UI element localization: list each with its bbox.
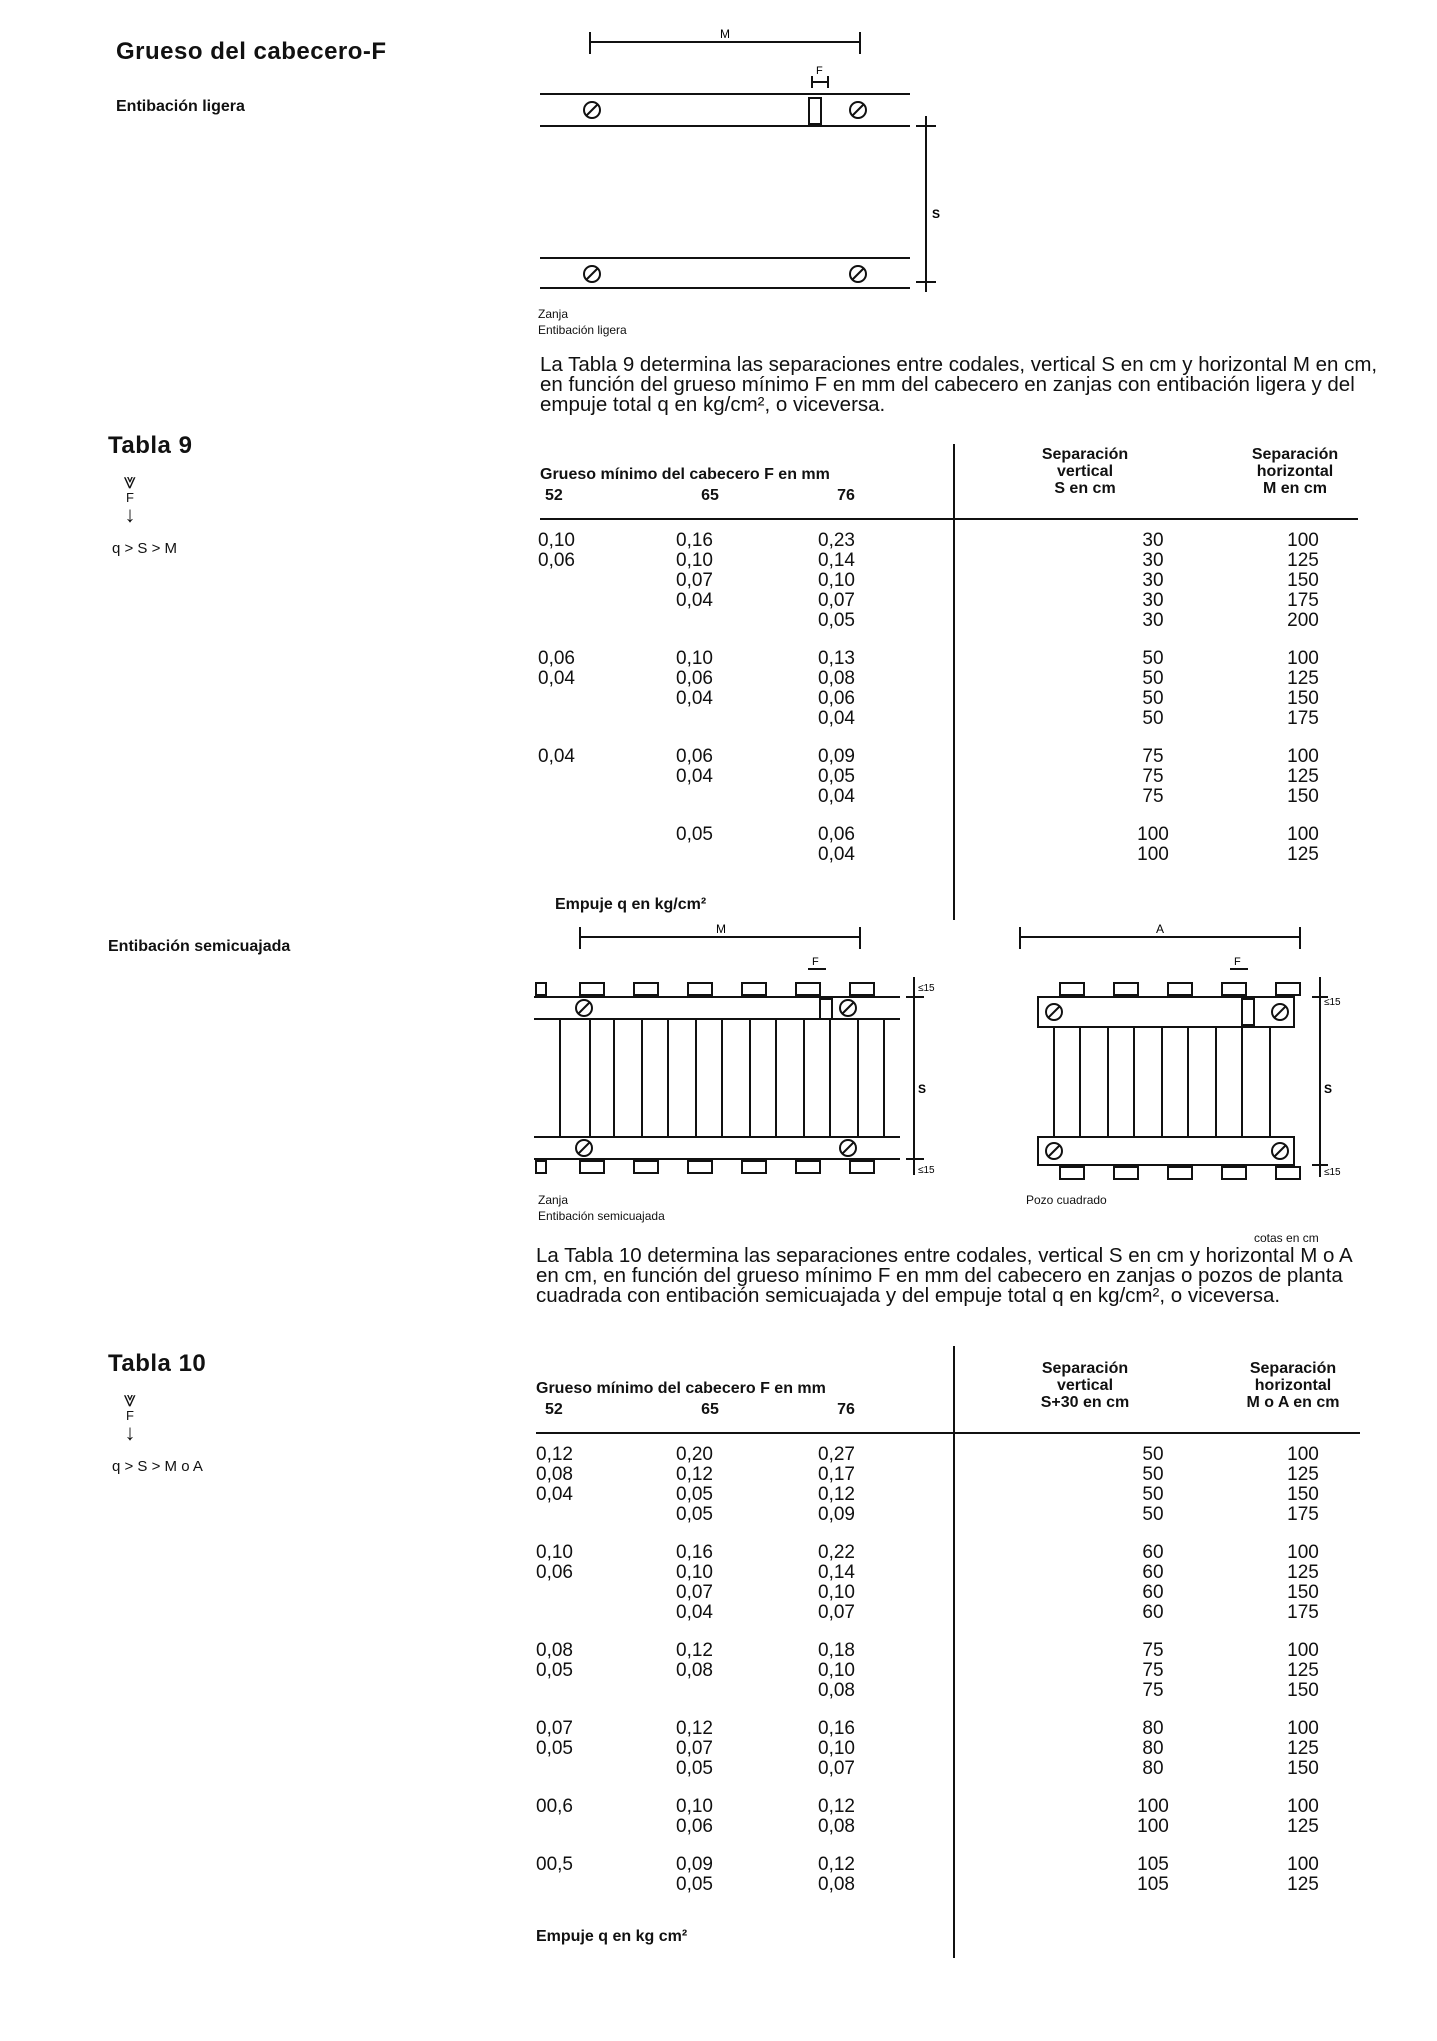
table-cell: 30 <box>1142 550 1164 571</box>
table-cell: 30 <box>1142 530 1164 551</box>
table-cell: 0,12 <box>818 1854 855 1875</box>
table-cell <box>536 1875 676 1895</box>
table-cell: 0,04 <box>538 746 575 767</box>
table-cell: 30 <box>1142 570 1164 591</box>
table-cell <box>676 611 818 631</box>
table-cell: 100 <box>1137 1796 1169 1817</box>
table-cell: 125 <box>1287 550 1319 571</box>
table9-header-sep-h: Separación horizontal M en cm <box>1251 446 1339 497</box>
table9-header-grueso: Grueso mínimo del cabecero F en mm <box>540 466 830 483</box>
table-row-spacer <box>536 1623 1378 1641</box>
table-cell: 75 <box>1142 786 1164 807</box>
table-cell: 0,04 <box>676 688 713 709</box>
table-cell: 0,07 <box>818 590 855 611</box>
table-cell: 150 <box>1287 1484 1319 1505</box>
table-cell: 150 <box>1287 1680 1319 1701</box>
table10-flow-f: ⩔ F ↓ <box>112 1388 148 1444</box>
figure-entibacion-ligera <box>530 20 960 320</box>
table-cell: 0,12 <box>676 1718 713 1739</box>
table-cell: 50 <box>1142 648 1164 669</box>
table-cell: 150 <box>1287 786 1319 807</box>
table-cell: 75 <box>1142 746 1164 767</box>
table-row <box>538 571 1378 591</box>
page-title: Grueso del cabecero-F <box>116 38 387 65</box>
table10-label: Tabla 10 <box>108 1350 207 1377</box>
table-cell: 125 <box>1287 668 1319 689</box>
table-row <box>538 747 1378 767</box>
table9-header-sep-v: Separación vertical S en cm <box>1041 446 1129 497</box>
fig2-dim-15-c: ≤15 <box>1324 997 1341 1008</box>
table-row <box>536 1739 1378 1759</box>
table10 <box>536 1445 1378 1895</box>
table-cell: 0,07 <box>818 1602 855 1623</box>
table-cell: 0,08 <box>818 1680 855 1701</box>
table-cell: 0,05 <box>536 1738 573 1759</box>
table10-col-52: 52 <box>545 1401 563 1418</box>
table-cell: 0,12 <box>676 1640 713 1661</box>
table9-footer: Empuje q en kg/cm² <box>555 896 707 913</box>
table-cell: 0,10 <box>676 1562 713 1583</box>
table-cell: 0,04 <box>818 786 855 807</box>
table-cell: 60 <box>1142 1602 1164 1623</box>
fig2-dim-s-zanja: S <box>918 1082 927 1096</box>
table-cell: 0,04 <box>536 1484 573 1505</box>
table10-header-sep-v: Separación vertical S+30 en cm <box>1040 1360 1130 1411</box>
table-cell: 0,04 <box>818 844 855 865</box>
table-cell: 00,6 <box>536 1796 573 1817</box>
table-cell <box>538 689 676 709</box>
table-cell: 0,04 <box>676 766 713 787</box>
table-cell: 0,12 <box>536 1444 573 1465</box>
table-cell: 0,06 <box>818 688 855 709</box>
down-arrow-icon: ↓ <box>124 502 136 527</box>
table-cell: 0,10 <box>818 1582 855 1603</box>
table-row <box>536 1875 1378 1895</box>
table-cell: 75 <box>1142 1680 1164 1701</box>
table-cell: 60 <box>1142 1542 1164 1563</box>
table-cell: 0,10 <box>818 1738 855 1759</box>
table-cell: 0,09 <box>676 1854 713 1875</box>
table-row <box>536 1797 1378 1817</box>
table-row-spacer <box>536 1701 1378 1719</box>
table-cell: 0,12 <box>818 1796 855 1817</box>
table-cell: 125 <box>1287 1660 1319 1681</box>
table-cell: 100 <box>1287 1640 1319 1661</box>
table-row <box>536 1759 1378 1779</box>
fig2-dim-f-pozo: F <box>1234 956 1241 968</box>
table-cell: 175 <box>1287 1504 1319 1525</box>
table-cell: 0,05 <box>676 1484 713 1505</box>
table-cell: 100 <box>1287 1718 1319 1739</box>
table-cell: 0,05 <box>676 1504 713 1525</box>
table-cell: 125 <box>1287 844 1319 865</box>
table-cell: 00,5 <box>536 1854 573 1875</box>
table-cell: 0,22 <box>818 1542 855 1563</box>
table-cell: 30 <box>1142 610 1164 631</box>
fig1-dim-f: F <box>816 65 823 77</box>
table-cell: 80 <box>1142 1718 1164 1739</box>
table-cell: 0,08 <box>536 1640 573 1661</box>
table-row <box>536 1681 1378 1701</box>
fig2-caption-cotas: cotas en cm <box>1254 1231 1319 1245</box>
table-cell <box>538 845 676 865</box>
table-cell: 125 <box>1287 766 1319 787</box>
table-cell <box>538 825 676 845</box>
table-cell: 100 <box>1137 1816 1169 1837</box>
table-cell: 0,05 <box>818 610 855 631</box>
fig2-dim-15-a: ≤15 <box>918 983 935 994</box>
table-row-spacer <box>538 807 1378 825</box>
table-cell: 0,12 <box>676 1464 713 1485</box>
table-cell <box>536 1681 676 1701</box>
table10-col-76: 76 <box>837 1401 855 1418</box>
table-cell: 0,06 <box>818 824 855 845</box>
table10-header-grueso: Grueso mínimo del cabecero F en mm <box>536 1380 826 1397</box>
table-row <box>538 767 1378 787</box>
table-row <box>538 591 1378 611</box>
table-row <box>538 689 1378 709</box>
table-cell: 75 <box>1142 1640 1164 1661</box>
table-cell <box>538 571 676 591</box>
table-cell: 0,08 <box>818 1816 855 1837</box>
table-cell: 0,07 <box>676 1738 713 1759</box>
table-cell: 150 <box>1287 570 1319 591</box>
table-row <box>536 1465 1378 1485</box>
table-cell: 0,09 <box>818 1504 855 1525</box>
table-row <box>536 1603 1378 1623</box>
table-cell <box>676 1681 818 1701</box>
table-cell <box>536 1505 676 1525</box>
table-cell: 0,14 <box>818 550 855 571</box>
figure-entibacion-semicuajada <box>530 915 1350 1185</box>
table-cell: 50 <box>1142 668 1164 689</box>
table-cell: 0,10 <box>676 550 713 571</box>
table-cell: 0,06 <box>538 648 575 669</box>
table-cell: 75 <box>1142 1660 1164 1681</box>
table-cell: 0,06 <box>536 1562 573 1583</box>
table-row <box>536 1445 1378 1465</box>
table-row <box>538 825 1378 845</box>
table-row-spacer <box>538 729 1378 747</box>
table9-label: Tabla 9 <box>108 432 193 459</box>
table9-col-65: 65 <box>701 487 719 504</box>
fig1-dim-m: M <box>720 27 730 41</box>
table10-footer: Empuje q en kg cm² <box>536 1928 688 1945</box>
table-cell: 100 <box>1287 648 1319 669</box>
table-row <box>538 669 1378 689</box>
fig1-caption: Zanja Entibación ligera <box>538 307 627 337</box>
table-cell: 100 <box>1287 1542 1319 1563</box>
fig2-caption-pozo: Pozo cuadrado <box>1026 1193 1107 1207</box>
table-row <box>538 531 1378 551</box>
table-cell: 175 <box>1287 590 1319 611</box>
table-row <box>536 1583 1378 1603</box>
table-cell: 0,18 <box>818 1640 855 1661</box>
paragraph-tabla9: La Tabla 9 determina las separaciones entre codales, vertical S en cm y horizontal M en cm, en función del grueso mínimo F en mm del cabecero en zanjas con entibación ligera y del empuje total q en kg/cm², o viceversa. <box>540 353 1378 416</box>
table-row-spacer <box>536 1779 1378 1797</box>
table-cell <box>676 787 818 807</box>
table-cell: 0,04 <box>538 668 575 689</box>
table-cell: 0,06 <box>676 1816 713 1837</box>
table9 <box>538 531 1378 865</box>
table-row <box>536 1563 1378 1583</box>
table-cell: 0,14 <box>818 1562 855 1583</box>
down-arrow-icon: ⩔ <box>123 1386 137 1411</box>
table-cell: 0,10 <box>818 570 855 591</box>
table-cell: 0,07 <box>676 570 713 591</box>
table-cell <box>676 709 818 729</box>
table-cell: 175 <box>1287 708 1319 729</box>
table-row <box>538 709 1378 729</box>
table-cell: 0,08 <box>676 1660 713 1681</box>
table-cell: 30 <box>1142 590 1164 611</box>
table-row <box>536 1719 1378 1739</box>
table-cell: 0,10 <box>818 1660 855 1681</box>
table-cell: 150 <box>1287 1758 1319 1779</box>
table9-flow-line: q > S > M <box>112 540 178 557</box>
table-row <box>536 1817 1378 1837</box>
table-cell: 0,06 <box>538 550 575 571</box>
table-row <box>538 551 1378 571</box>
fig2-dim-15-d: ≤15 <box>1324 1167 1341 1178</box>
table-cell: 150 <box>1287 688 1319 709</box>
fig2-dim-f-zanja: F <box>812 956 819 968</box>
table-cell: 80 <box>1142 1738 1164 1759</box>
table-cell <box>538 709 676 729</box>
table-row <box>538 611 1378 631</box>
table-cell: 0,05 <box>676 824 713 845</box>
table-cell: 60 <box>1142 1582 1164 1603</box>
table-cell: 0,16 <box>818 1718 855 1739</box>
table-cell <box>538 611 676 631</box>
table-cell: 50 <box>1142 1504 1164 1525</box>
table-cell: 60 <box>1142 1562 1164 1583</box>
table-cell: 0,10 <box>536 1542 573 1563</box>
table-cell: 125 <box>1287 1816 1319 1837</box>
table-cell: 0,04 <box>676 1602 713 1623</box>
table-cell: 0,16 <box>676 1542 713 1563</box>
table-cell: 100 <box>1137 824 1169 845</box>
table-cell: 0,05 <box>818 766 855 787</box>
table-cell: 100 <box>1287 530 1319 551</box>
section-entibacion-ligera: Entibación ligera <box>116 98 245 115</box>
table-cell: 100 <box>1287 1854 1319 1875</box>
table-row <box>536 1505 1378 1525</box>
table-cell <box>536 1583 676 1603</box>
table-cell: 200 <box>1287 610 1319 631</box>
table-cell: 105 <box>1137 1874 1169 1895</box>
table-cell: 50 <box>1142 708 1164 729</box>
table-row-spacer <box>538 631 1378 649</box>
table-cell: 150 <box>1287 1582 1319 1603</box>
table-cell: 125 <box>1287 1464 1319 1485</box>
table-cell: 125 <box>1287 1562 1319 1583</box>
table9-flow-f: ⩔ F ↓ <box>112 470 148 526</box>
table-cell: 105 <box>1137 1854 1169 1875</box>
table-cell: 100 <box>1137 844 1169 865</box>
fig2-dim-m: M <box>716 922 726 936</box>
fig2-dim-s-pozo: S <box>1324 1082 1333 1096</box>
table-cell: 75 <box>1142 766 1164 787</box>
fig1-dim-s: S <box>932 207 941 221</box>
table-cell: 0,20 <box>676 1444 713 1465</box>
table-row <box>538 787 1378 807</box>
table-cell: 0,17 <box>818 1464 855 1485</box>
table-row <box>538 845 1378 865</box>
fig2-dim-a: A <box>1156 922 1165 936</box>
table-cell: 0,12 <box>818 1484 855 1505</box>
table-cell: 0,08 <box>818 668 855 689</box>
paragraph-tabla10: La Tabla 10 determina las separaciones entre codales, vertical S en cm y horizontal M o A en cm, en función del grueso mínimo F en mm del cabecero en zanjas o pozos de planta cuadrada con entibación semicuajada y del empuje total q en kg/cm², o viceversa. <box>536 1244 1352 1307</box>
table-cell: 0,10 <box>676 1796 713 1817</box>
table9-col-52: 52 <box>545 487 563 504</box>
table-cell: 0,16 <box>676 530 713 551</box>
table-row-spacer <box>536 1525 1378 1543</box>
table-cell: 50 <box>1142 1464 1164 1485</box>
table-cell: 175 <box>1287 1602 1319 1623</box>
table-cell <box>538 787 676 807</box>
table-cell: 100 <box>1287 1796 1319 1817</box>
table-cell <box>538 591 676 611</box>
table10-header-rule <box>536 1432 1360 1434</box>
table-cell: 100 <box>1287 1444 1319 1465</box>
table-cell: 0,08 <box>536 1464 573 1485</box>
table-cell: 0,07 <box>536 1718 573 1739</box>
table-row <box>536 1855 1378 1875</box>
table-cell: 0,09 <box>818 746 855 767</box>
table-cell: 0,05 <box>676 1874 713 1895</box>
table10-col-65: 65 <box>701 1401 719 1418</box>
table-cell <box>676 845 818 865</box>
table10-flow-line: q > S > M o A <box>112 1458 203 1475</box>
table-cell <box>536 1817 676 1837</box>
table-cell <box>536 1603 676 1623</box>
fig2-dim-15-b: ≤15 <box>918 1165 935 1176</box>
table-cell: 0,10 <box>538 530 575 551</box>
table-row <box>536 1543 1378 1563</box>
table-cell <box>538 767 676 787</box>
table-cell <box>536 1759 676 1779</box>
table-row <box>538 649 1378 669</box>
table-cell: 50 <box>1142 1484 1164 1505</box>
table-cell: 0,07 <box>818 1758 855 1779</box>
table-cell: 0,06 <box>676 746 713 767</box>
table-cell: 125 <box>1287 1874 1319 1895</box>
table10-header-sep-h: Separación horizontal M o A en cm <box>1246 1360 1340 1411</box>
table-cell: 125 <box>1287 1738 1319 1759</box>
table-cell: 0,05 <box>676 1758 713 1779</box>
table-cell: 0,04 <box>676 590 713 611</box>
table-row <box>536 1641 1378 1661</box>
table-cell: 100 <box>1287 824 1319 845</box>
table-row <box>536 1661 1378 1681</box>
down-arrow-icon: ⩔ <box>123 468 137 493</box>
table-cell: 0,23 <box>818 530 855 551</box>
table-cell: 0,06 <box>676 668 713 689</box>
table-cell: 0,04 <box>818 708 855 729</box>
table-cell: 100 <box>1287 746 1319 767</box>
table-cell: 0,05 <box>536 1660 573 1681</box>
table9-header-rule <box>540 518 1358 520</box>
table-cell: 0,10 <box>676 648 713 669</box>
table-cell: 80 <box>1142 1758 1164 1779</box>
table-cell: 0,27 <box>818 1444 855 1465</box>
table-cell: 50 <box>1142 688 1164 709</box>
table9-col-76: 76 <box>837 487 855 504</box>
fig2-caption: Zanja Entibación semicuajada <box>538 1193 665 1223</box>
table-cell: 0,13 <box>818 648 855 669</box>
section-entibacion-semicuajada: Entibación semicuajada <box>108 938 291 955</box>
table-cell: 0,07 <box>676 1582 713 1603</box>
table-cell: 50 <box>1142 1444 1164 1465</box>
down-arrow-icon: ↓ <box>124 1420 136 1445</box>
table-row <box>536 1485 1378 1505</box>
table-cell: 0,08 <box>818 1874 855 1895</box>
table-row-spacer <box>536 1837 1378 1855</box>
